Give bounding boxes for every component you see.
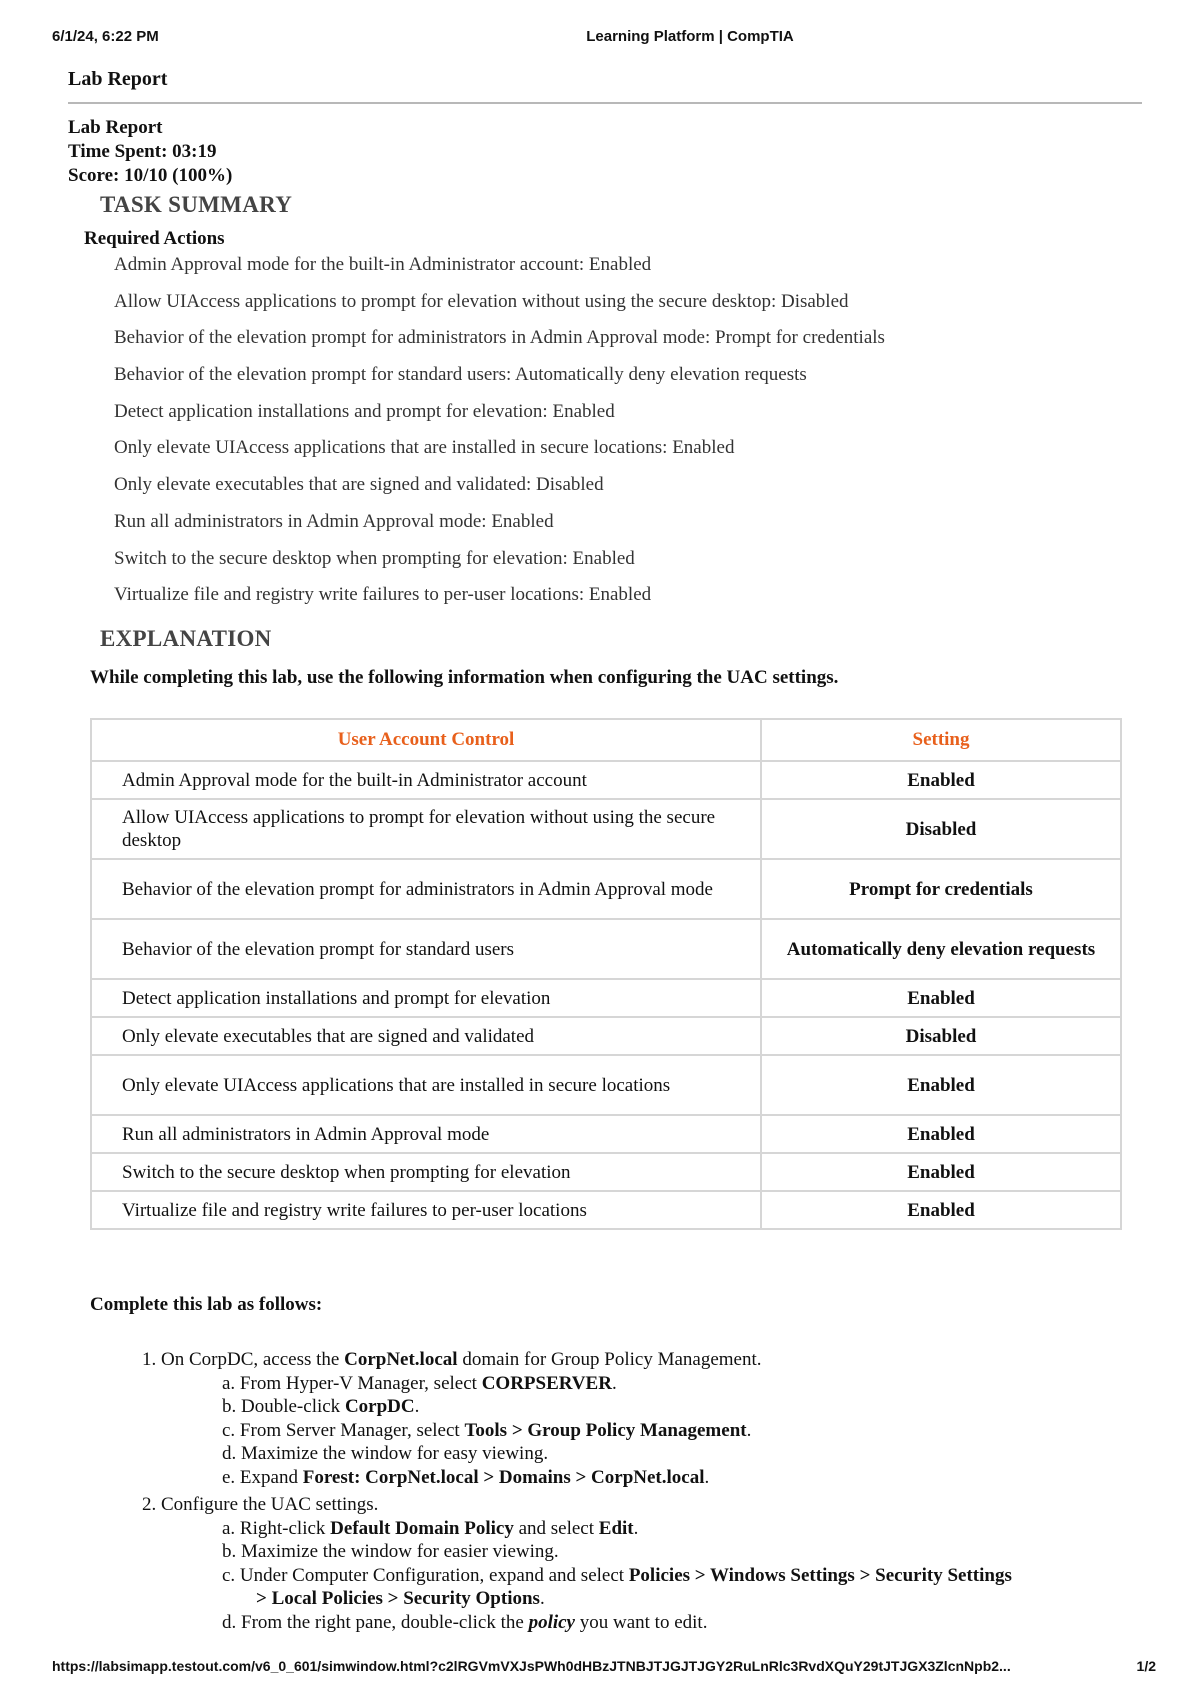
step-text: .: [539, 1588, 545, 1609]
print-site-title: Learning Platform | CompTIA: [586, 28, 794, 45]
report-title: Lab Report: [68, 68, 168, 90]
step-text: c. Under Computer Configuration, expand and select: [222, 1564, 629, 1586]
page-number: 1/2: [1136, 1658, 1156, 1674]
sub-step: [142, 1564, 1012, 1588]
table-row: [91, 1115, 1121, 1153]
uac-policy-cell: Behavior of the elevation prompt for administrators in Admin Approval mode: [91, 859, 761, 919]
required-action-item: Only elevate executables that are signed and validated: Disabled: [114, 474, 604, 496]
explanation-intro: While completing this lab, use the following information when configuring the UAC settings.: [90, 667, 839, 688]
table-row: [91, 1055, 1121, 1115]
report-heading: Lab Report: [68, 117, 163, 138]
bold-term: Tools > Group Policy Management: [464, 1419, 747, 1441]
uac-policy-cell: Detect application installations and prompt for elevation: [91, 979, 761, 1017]
step-main-line: [142, 1493, 1012, 1517]
required-actions-label: Required Actions: [84, 228, 225, 249]
required-action-item: Detect application installations and prompt for elevation: Enabled: [114, 400, 615, 422]
uac-policy-cell: Allow UIAccess applications to prompt for elevation without using the secure desktop: [91, 799, 761, 859]
uac-setting-cell: Enabled: [761, 1055, 1121, 1115]
step-item: [142, 1493, 1012, 1634]
time-spent: Time Spent: 03:19: [68, 141, 217, 162]
bold-term: CorpNet.local: [344, 1349, 458, 1370]
bold-term: CorpDC: [344, 1396, 415, 1417]
bold-term: > Local Policies > Security Options: [256, 1588, 540, 1609]
step-text: .: [704, 1466, 710, 1488]
step-text: b. Maximize the window for easier viewing.: [222, 1541, 559, 1562]
step-text: a. Right-click: [222, 1517, 331, 1539]
uac-settings-table: [90, 718, 1122, 1230]
step-text: d. Maximize the window for easy viewing.: [222, 1443, 549, 1464]
table-row: [91, 799, 1121, 859]
step-text: e. Expand: [222, 1466, 303, 1488]
required-action-item: Admin Approval mode for the built-in Administrator account: Enabled: [114, 254, 652, 275]
step-text: a. From Hyper-V Manager, select: [222, 1372, 482, 1394]
required-action-item: Run all administrators in Admin Approval mode: Enabled: [114, 510, 554, 532]
required-action-item: Behavior of the elevation prompt for administrators in Admin Approval mode: Prompt for credentials: [114, 327, 885, 349]
sub-step: [142, 1442, 1012, 1466]
table-row: [91, 1017, 1121, 1055]
sub-step: [142, 1611, 1012, 1635]
step-item: [142, 1348, 1012, 1489]
table-row: [91, 1191, 1121, 1229]
step-text: and select: [513, 1517, 599, 1539]
table-row: [91, 859, 1121, 919]
step-text: you want to edit.: [575, 1611, 708, 1633]
uac-setting-cell: Disabled: [761, 1017, 1121, 1055]
uac-policy-cell: Only elevate UIAccess applications that are installed in secure locations: [91, 1055, 761, 1115]
table-row: [91, 761, 1121, 799]
step-text: b. Double-click: [222, 1396, 345, 1417]
sub-step: [142, 1419, 1012, 1443]
table-header-control: User Account Control: [91, 719, 761, 761]
step-text: .: [746, 1419, 752, 1441]
sub-step: [142, 1372, 1012, 1396]
step-number: 1.: [142, 1349, 161, 1370]
bold-term: Edit: [598, 1517, 634, 1539]
uac-setting-cell: Prompt for credentials: [761, 859, 1121, 919]
uac-setting-cell: Enabled: [761, 1191, 1121, 1229]
step-number: 2.: [142, 1494, 161, 1515]
step-text: domain for Group Policy Management.: [457, 1349, 762, 1370]
uac-policy-cell: Only elevate executables that are signed and validated: [91, 1017, 761, 1055]
uac-setting-cell: Disabled: [761, 799, 1121, 859]
sub-step: [142, 1466, 1012, 1490]
bold-term: CORPSERVER: [481, 1372, 612, 1394]
steps-list: [142, 1348, 1012, 1638]
uac-setting-cell: Enabled: [761, 979, 1121, 1017]
table-header-setting: Setting: [761, 719, 1121, 761]
step-text: Configure the UAC settings.: [161, 1494, 379, 1515]
step-text: d. From the right pane, double-click the: [222, 1611, 529, 1633]
bold-term: Policies > Windows Settings > Security Settings: [628, 1564, 1012, 1586]
print-datetime: 6/1/24, 6:22 PM: [52, 28, 159, 45]
bold-term: policy: [528, 1611, 575, 1633]
required-action-item: Switch to the secure desktop when prompting for elevation: Enabled: [114, 547, 635, 569]
table-row: [91, 919, 1121, 979]
score: Score: 10/10 (100%): [68, 165, 233, 186]
required-action-item: Only elevate UIAccess applications that are installed in secure locations: Enabled: [114, 437, 735, 459]
uac-policy-cell: Virtualize file and registry write failures to per-user locations: [91, 1191, 761, 1229]
uac-setting-cell: Enabled: [761, 761, 1121, 799]
task-summary-title: TASK SUMMARY: [100, 192, 293, 217]
uac-setting-cell: Enabled: [761, 1115, 1121, 1153]
bold-term: Default Domain Policy: [330, 1517, 514, 1539]
table-row: [91, 1153, 1121, 1191]
title-divider: [68, 102, 1142, 104]
sub-step: [142, 1540, 1012, 1564]
sub-step: [142, 1395, 1012, 1419]
bold-term: Forest: CorpNet.local > Domains > CorpNet.local: [302, 1466, 705, 1488]
step-text: c. From Server Manager, select: [222, 1419, 465, 1441]
required-action-item: Allow UIAccess applications to prompt for elevation without using the secure desktop: Disabled: [114, 290, 849, 312]
step-text: .: [414, 1396, 420, 1417]
sub-step: [142, 1587, 1012, 1611]
uac-policy-cell: Run all administrators in Admin Approval mode: [91, 1115, 761, 1153]
required-action-item: Behavior of the elevation prompt for standard users: Automatically deny elevation requests: [114, 364, 807, 386]
required-action-item: Virtualize file and registry write failures to per-user locations: Enabled: [114, 584, 652, 606]
uac-setting-cell: Automatically deny elevation requests: [761, 919, 1121, 979]
step-text: .: [633, 1517, 639, 1539]
report-meta: [68, 116, 232, 188]
step-text: On CorpDC, access the: [161, 1349, 345, 1370]
explanation-title: EXPLANATION: [100, 626, 272, 651]
complete-intro: Complete this lab as follows:: [90, 1294, 323, 1315]
print-url: https://labsimapp.testout.com/v6_0_601/simwindow.html?c2lRGVmVXJsPWh0dHBzJTNBJTJGJTJGY2RuLnRlc3RvdXQuY29tJTJGX3ZlcnNpb2...: [52, 1658, 1011, 1674]
required-actions-list: [114, 250, 885, 617]
table-row: [91, 979, 1121, 1017]
step-text: .: [611, 1372, 617, 1394]
uac-setting-cell: Enabled: [761, 1153, 1121, 1191]
table-header-row: [91, 719, 1121, 761]
sub-step: [142, 1517, 1012, 1541]
uac-policy-cell: Switch to the secure desktop when prompting for elevation: [91, 1153, 761, 1191]
uac-policy-cell: Behavior of the elevation prompt for standard users: [91, 919, 761, 979]
step-main-line: [142, 1348, 1012, 1372]
uac-table-body: [91, 761, 1121, 1229]
uac-policy-cell: Admin Approval mode for the built-in Administrator account: [91, 761, 761, 799]
